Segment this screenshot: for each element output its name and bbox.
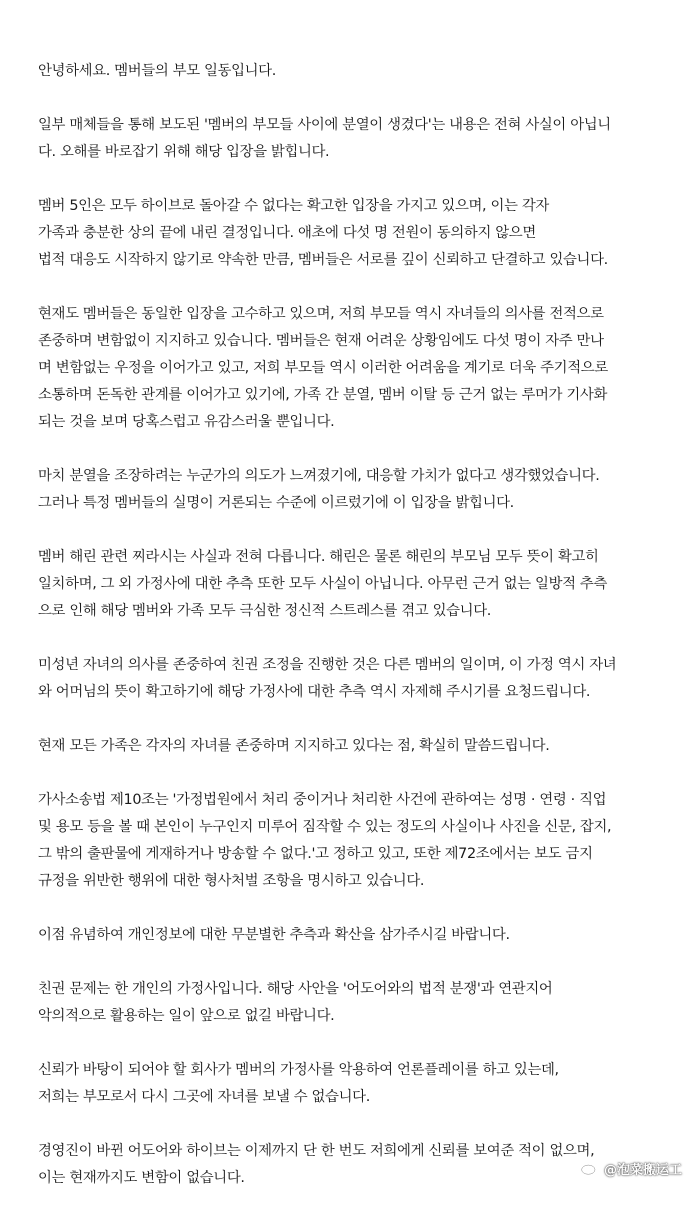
text-line: 되는 것을 보며 당혹스럽고 유감스러울 뿐입니다. (38, 414, 335, 430)
paragraph-greeting (38, 58, 670, 85)
paragraph-haerin-rumor (38, 544, 670, 625)
text-line: 현재도 멤버들은 동일한 입장을 고수하고 있으며, 저희 부모들 역시 자녀들의 의사를 전적으로 (38, 306, 604, 322)
paragraph-management (38, 1138, 670, 1192)
weibo-watermark (580, 1155, 682, 1181)
text-line: 존중하며 변함없이 지지하고 있습니다. 멤버들은 현재 어려운 상황임에도 다섯 명이 자주 만나 (38, 333, 604, 349)
paragraph-privacy-request (38, 922, 670, 949)
text-line: 가사소송법 제10조는 '가정법원에서 처리 중이거나 처리한 사건에 관하여는 성명 · 연령 · 직업 (38, 792, 607, 808)
text-line: 미성년 자녀의 의사를 존중하여 친권 조정을 진행한 것은 다른 멤버의 일이며, 이 가정 역시 자녀 (38, 657, 617, 673)
text-line: 저희는 부모로서 다시 그곳에 자녀를 보낼 수 없습니다. (38, 1089, 370, 1105)
text-line: 이는 현재까지도 변함이 없습니다. (38, 1170, 245, 1186)
paragraph-reason (38, 463, 670, 517)
paragraph-parents-support (38, 301, 670, 436)
paragraph-custody-issue (38, 976, 670, 1030)
text-line: 이점 유념하여 개인정보에 대한 무분별한 추측과 확산을 삼가주시길 바랍니다. (38, 927, 510, 943)
watermark-handle: @泡菜搬运工 (603, 1162, 682, 1178)
text-line: 신뢰가 바탕이 되어야 할 회사가 멤버의 가정사를 악용하여 언론플레이를 하고 있는데, (38, 1062, 559, 1078)
text-line: 그러나 특정 멤버들의 실명이 거론되는 수준에 이르렀기에 이 입장을 밝힙니다. (38, 495, 514, 511)
text-line: 가족과 충분한 상의 끝에 내린 결정입니다. 애초에 다섯 명 전원이 동의하지 않으면 (38, 225, 536, 241)
text-line: 며 변함없는 우정을 이어가고 있고, 저희 부모들 역시 이러한 어려움을 계기로 더욱 주기적으로 (38, 360, 608, 376)
paragraph-denial (38, 112, 670, 166)
text-line: 규정을 위반한 행위에 대한 형사처벌 조항을 명시하고 있습니다. (38, 873, 425, 889)
text-line: 악의적으로 활용하는 일이 앞으로 없길 바랍니다. (38, 1008, 335, 1024)
paragraph-custody (38, 652, 670, 706)
text-line: 법적 대응도 시작하지 않기로 약속한 만큼, 멤버들은 서로를 깊이 신뢰하고 단결하고 있습니다. (38, 252, 608, 268)
text-line: 다. 오해를 바로잡기 위해 해당 입장을 밝힙니다. (38, 144, 330, 160)
text-line: 일부 매체들을 통해 보도된 '멤버의 부모들 사이에 분열이 생겼다'는 내용은 전혀 사실이 아닙니 (38, 117, 611, 133)
text-line: 그 밖의 출판물에 게재하거나 방송할 수 없다.'고 정하고 있고, 또한 제72조에서는 보도 금지 (38, 846, 593, 862)
text-line: 친권 문제는 한 개인의 가정사입니다. 해당 사안을 '어도어와의 법적 분쟁'과 연관지어 (38, 981, 553, 997)
text-line: 현재 모든 가족은 각자의 자녀를 존중하며 지지하고 있다는 점, 확실히 말씀드립니다. (38, 738, 550, 754)
text-line: 및 용모 등을 볼 때 본인이 누구인지 미루어 짐작할 수 있는 정도의 사실이나 사진을 신문, 잡지, (38, 819, 612, 835)
weibo-logo-icon (580, 1158, 600, 1178)
text-line: 소통하며 돈독한 관계를 이어가고 있기에, 가족 간 분열, 멤버 이탈 등 근거 없는 루머가 기사화 (38, 387, 607, 403)
text-line: 일치하며, 그 외 가정사에 대한 추측 또한 모두 사실이 아닙니다. 아무런 근거 없는 일방적 추측 (38, 576, 607, 592)
text-line: 와 어머님의 뜻이 확고하기에 해당 가정사에 대한 추측 역시 자제해 주시기를 요청드립니다. (38, 684, 591, 700)
paragraph-family-litigation-act (38, 787, 670, 895)
text-line: 멤버 해린 관련 찌라시는 사실과 전혀 다릅니다. 해린은 물론 해린의 부모님 모두 뜻이 확고히 (38, 549, 599, 565)
text-line: 마치 분열을 조장하려는 누군가의 의도가 느껴졌기에, 대응할 가치가 없다고 생각했었습니다. (38, 468, 600, 484)
paragraph-company-trust (38, 1057, 670, 1111)
text-line: 멤버 5인은 모두 하이브로 돌아갈 수 없다는 확고한 입장을 가지고 있으며, 이는 각자 (38, 198, 549, 214)
text-line: 으로 인해 해당 멤버와 가족 모두 극심한 정신적 스트레스를 겪고 있습니다. (38, 603, 492, 619)
text-line: 경영진이 바뀐 어도어와 하이브는 이제까지 단 한 번도 저희에게 신뢰를 보여준 적이 없으며, (38, 1143, 595, 1159)
text-line: 안녕하세요. 멤버들의 부모 일동입니다. (38, 63, 276, 79)
statement-body (38, 58, 670, 1219)
paragraph-members-stance (38, 193, 670, 274)
paragraph-families-support (38, 733, 670, 760)
